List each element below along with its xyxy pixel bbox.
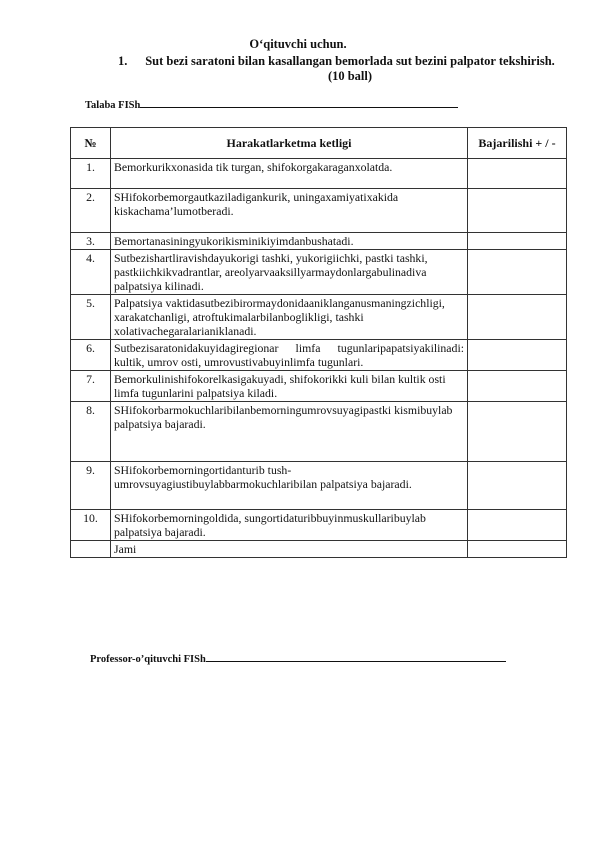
row-number: 6. <box>71 340 111 371</box>
row-action: SHifokorbemorgautkaziladigankurik, uningaxamiyatixakida kiskachama’lumotberadi. <box>111 189 468 233</box>
row-result-cell[interactable] <box>468 250 567 295</box>
row-number: 8. <box>71 402 111 462</box>
row-action: Bemorkulinishifokorelkasigakuyadi, shifokorikki kuli bilan kultik osti limfa tugunlarini palpatsiya kiladi. <box>111 371 468 402</box>
task-text: Sut bezi saratoni bilan kasallangan bemorlada sut bezini palpator tekshirish. (10 ball) <box>145 54 555 83</box>
checklist-table <box>70 127 567 558</box>
column-header-number: № <box>71 128 111 159</box>
row-number: 5. <box>71 295 111 340</box>
row-action: SHifokorbarmokuchlaribilanbemorningumrovsuyagipastki kismibuylab palpatsiya bajaradi. <box>111 402 468 462</box>
total-result-cell[interactable] <box>468 541 567 558</box>
professor-label: Professor-o’qituvchi FISh <box>90 654 206 665</box>
column-header-result: Bajarilishi + / - <box>468 128 567 159</box>
row-result-cell[interactable] <box>468 159 567 189</box>
table-row <box>71 233 567 250</box>
table-row <box>71 189 567 233</box>
row-number: 7. <box>71 371 111 402</box>
row-result-cell[interactable] <box>468 371 567 402</box>
student-name-line[interactable] <box>140 98 458 108</box>
table-row <box>71 510 567 541</box>
row-result-cell[interactable] <box>468 402 567 462</box>
table-header-row <box>71 128 567 159</box>
row-number: 1. <box>71 159 111 189</box>
row-result-cell[interactable] <box>468 510 567 541</box>
column-header-actions: Harakatlarketma ketligi <box>111 128 468 159</box>
table-row <box>71 402 567 462</box>
row-number <box>71 541 111 558</box>
row-action: SHifokorbemorningortidanturib tush-umrovsuyagiustibuylabbarmokuchlaribilan palpatsiya bajaradi. <box>111 462 468 510</box>
task-number: 1. <box>118 54 128 68</box>
student-name-field <box>85 98 458 111</box>
row-result-cell[interactable] <box>468 462 567 510</box>
document-title: O‘qituvchi uchun. <box>249 37 347 51</box>
row-number: 10. <box>71 510 111 541</box>
table-row <box>71 295 567 340</box>
row-result-cell[interactable] <box>468 295 567 340</box>
row-number: 4. <box>71 250 111 295</box>
row-action: Bemorkurikxonasida tik turgan, shifokorgakaraganxolatda. <box>111 159 468 189</box>
table-row-total <box>71 541 567 558</box>
row-action: Palpatsiya vaktidasutbezibirormaydonidaaniklanganusmaningzichligi, xarakatchanligi, atroftukimalarbilanboglikligi, tashki xolativachegaralarianiklanadi. <box>111 295 468 340</box>
total-label: Jami <box>111 541 468 558</box>
table-row <box>71 462 567 510</box>
table-row <box>71 340 567 371</box>
row-result-cell[interactable] <box>468 233 567 250</box>
row-action: Sutbezishartliravishdayukorigi tashki, yukorigiichki, pastki tashki, pastkiichkikvadrantlar, areolyarvaaksillyarmaydonlargabulinadiva palpatsiya kilinadi. <box>111 250 468 295</box>
row-result-cell[interactable] <box>468 340 567 371</box>
table-row <box>71 159 567 189</box>
row-result-cell[interactable] <box>468 189 567 233</box>
row-number: 2. <box>71 189 111 233</box>
student-label: Talaba FISh <box>85 100 141 111</box>
professor-name-line[interactable] <box>206 652 506 662</box>
table-row <box>71 250 567 295</box>
table-row <box>71 371 567 402</box>
professor-name-field <box>90 652 506 665</box>
row-action: Sutbezisaratonidakuyidagiregionar limfa tugunlaripapatsiyakilinadi: kultik, umrov osti, umrovustivabuyinlimfa tugunlari. <box>111 340 468 371</box>
row-action: SHifokorbemorningoldida, sungortidaturibbuyinmuskullaribuylab palpatsiya bajaradi. <box>111 510 468 541</box>
row-action: Bemortanasiningyukorikisminikiyimdanbushatadi. <box>111 233 468 250</box>
row-number: 3. <box>71 233 111 250</box>
task-heading <box>118 54 558 84</box>
row-number: 9. <box>71 462 111 510</box>
